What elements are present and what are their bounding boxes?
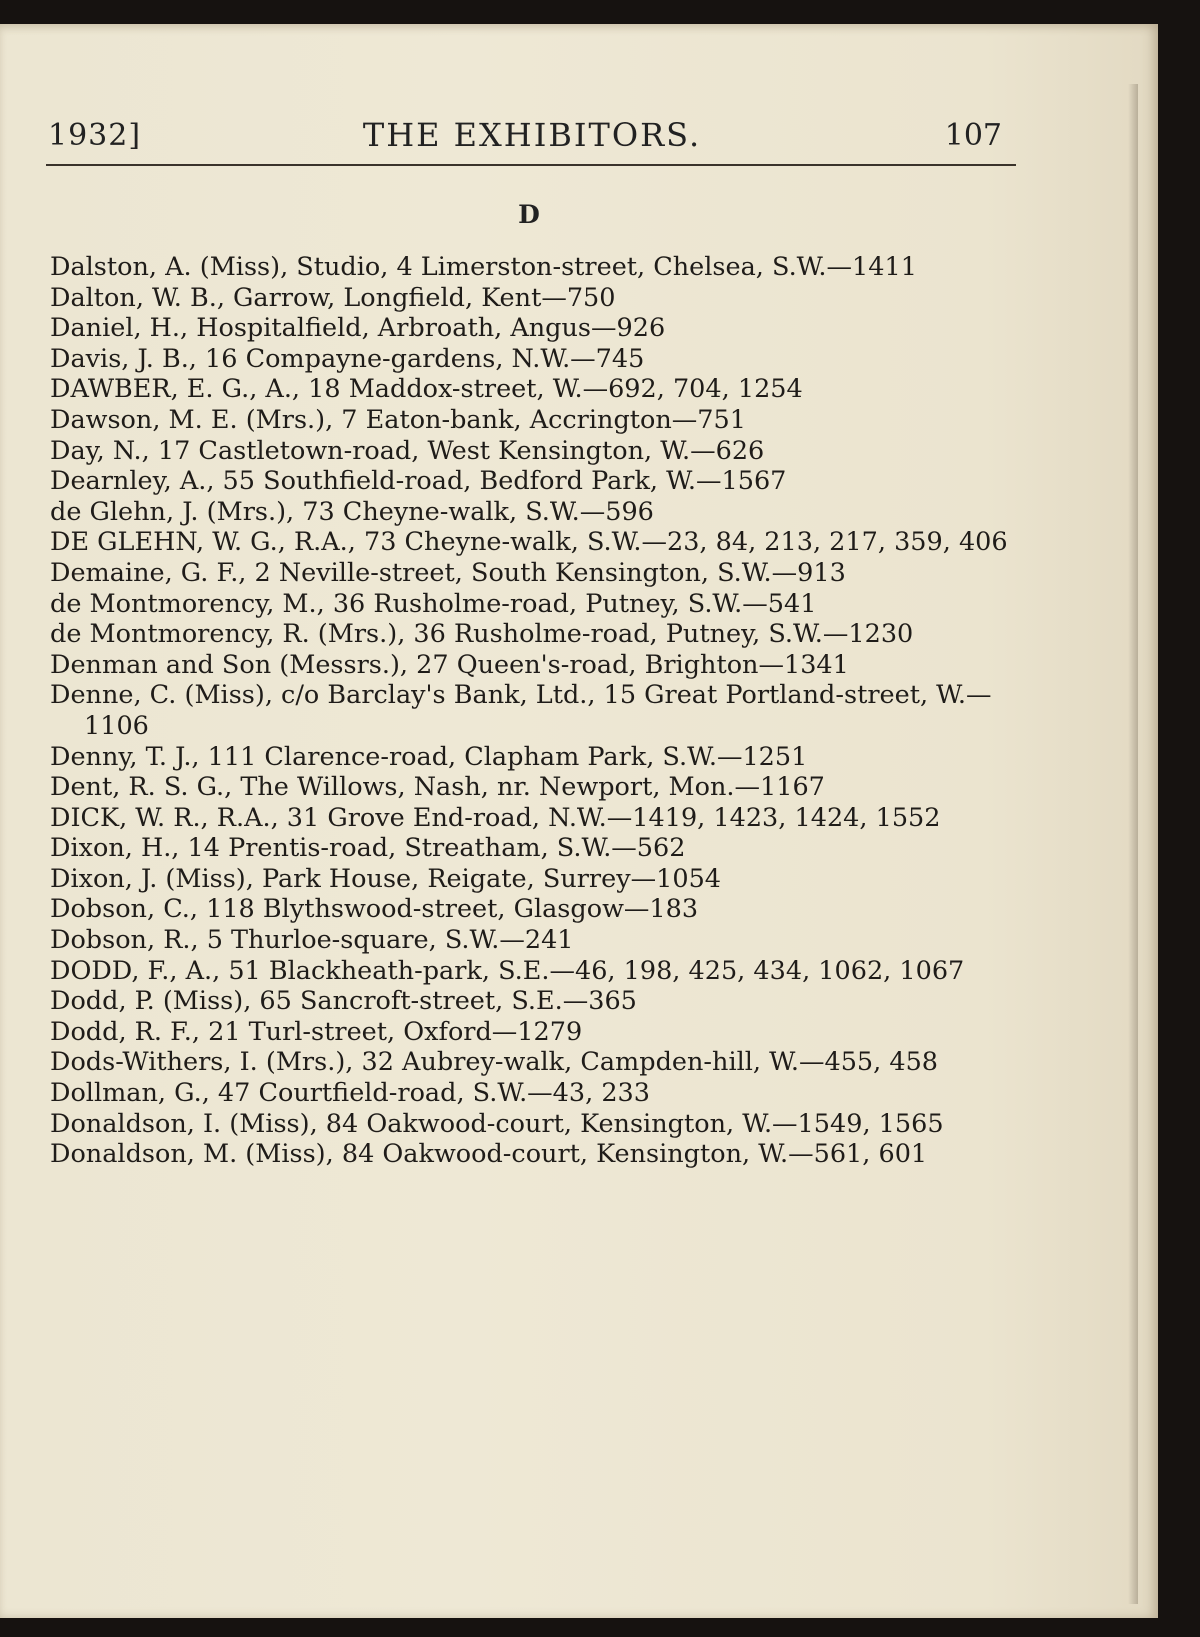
exhibitor-entry: de Montmorency, M., 36 Rusholme-road, Putney, S.W.—541 [50,588,817,619]
exhibitor-entry: Dixon, J. (Miss), Park House, Reigate, Surrey—1054 [50,863,722,894]
exhibitor-entry: Dent, R. S. G., The Willows, Nash, nr. Newport, Mon.—1167 [50,772,825,803]
exhibitor-entry: Denny, T. J., 111 Clarence-road, Clapham Park, S.W.—1251 [50,741,808,772]
header-rule [46,164,1016,166]
exhibitor-entry: Dodd, R. F., 21 Turl-street, Oxford—1279 [50,1016,583,1047]
exhibitor-entry: DODD, F., A., 51 Blackheath-park, S.E.—46, 198, 425, 434, 1062, 1067 [50,955,965,986]
header-year: 1932] [48,118,142,153]
exhibitor-entry: Dodd, P. (Miss), 65 Sancroft-street, S.E.—365 [50,986,637,1017]
exhibitor-entry: Davis, J. B., 16 Compayne-gardens, N.W.—745 [50,343,645,374]
exhibitor-entry: Daniel, H., Hospitalfield, Arbroath, Angus—926 [50,313,666,344]
exhibitor-entry: Donaldson, M. (Miss), 84 Oakwood-court, Kensington, W.—561, 601 [50,1139,928,1170]
exhibitor-entry: Donaldson, I. (Miss), 84 Oakwood-court, Kensington, W.—1549, 1565 [50,1108,944,1139]
exhibitor-entry: Dods-Withers, I. (Mrs.), 32 Aubrey-walk, Campden-hill, W.—455, 458 [50,1047,939,1078]
exhibitor-entry: Denne, C. (Miss), c/o Barclay's Bank, Ltd., 15 Great Portland-street, W.—1106 [50,680,992,741]
exhibitor-entry: DICK, W. R., R.A., 31 Grove End-road, N.W.—1419, 1423, 1424, 1552 [50,802,941,833]
exhibitor-entry: Demaine, G. F., 2 Neville-street, South Kensington, S.W.—913 [50,557,846,588]
exhibitor-entry: de Montmorency, R. (Mrs.), 36 Rusholme-road, Putney, S.W.—1230 [50,619,914,650]
exhibitor-entry: Dobson, C., 118 Blythswood-street, Glasgow—183 [50,894,699,925]
exhibitor-entry: Dollman, G., 47 Courtfield-road, S.W.—43, 233 [50,1078,651,1109]
page-gutter-shadow [1128,84,1138,1604]
exhibitor-entry: Dobson, R., 5 Thurloe-square, S.W.—241 [50,925,574,956]
exhibitor-entry: Dalton, W. B., Garrow, Longfield, Kent—750 [50,282,616,313]
exhibitor-entry: Day, N., 17 Castletown-road, West Kensington, W.—626 [50,435,765,466]
exhibitor-entry: Dixon, H., 14 Prentis-road, Streatham, S.W.—562 [50,833,686,864]
exhibitor-entry: Dalston, A. (Miss), Studio, 4 Limerston-street, Chelsea, S.W.—1411 [50,252,917,282]
section-letter: D [518,200,540,229]
exhibitor-entry: DE GLEHN, W. G., R.A., 73 Cheyne-walk, S.W.—23, 84, 213, 217, 359, 406 [50,527,1008,558]
exhibitor-entry: Dearnley, A., 55 Southfield-road, Bedford Park, W.—1567 [50,466,787,497]
page-number: 107 [944,118,1002,153]
exhibitor-entry: Denman and Son (Messrs.), 27 Queen's-road, Brighton—1341 [50,649,849,680]
exhibitor-entry: Dawson, M. E. (Mrs.), 7 Eaton-bank, Accrington—751 [50,404,746,435]
running-header [48,112,1016,164]
exhibitor-list [50,252,1020,1170]
exhibitor-entry: DAWBER, E. G., A., 18 Maddox-street, W.—692, 704, 1254 [50,374,803,405]
header-title: THE EXHIBITORS. [362,116,702,154]
exhibitor-entry: de Glehn, J. (Mrs.), 73 Cheyne-walk, S.W.—596 [50,496,654,527]
